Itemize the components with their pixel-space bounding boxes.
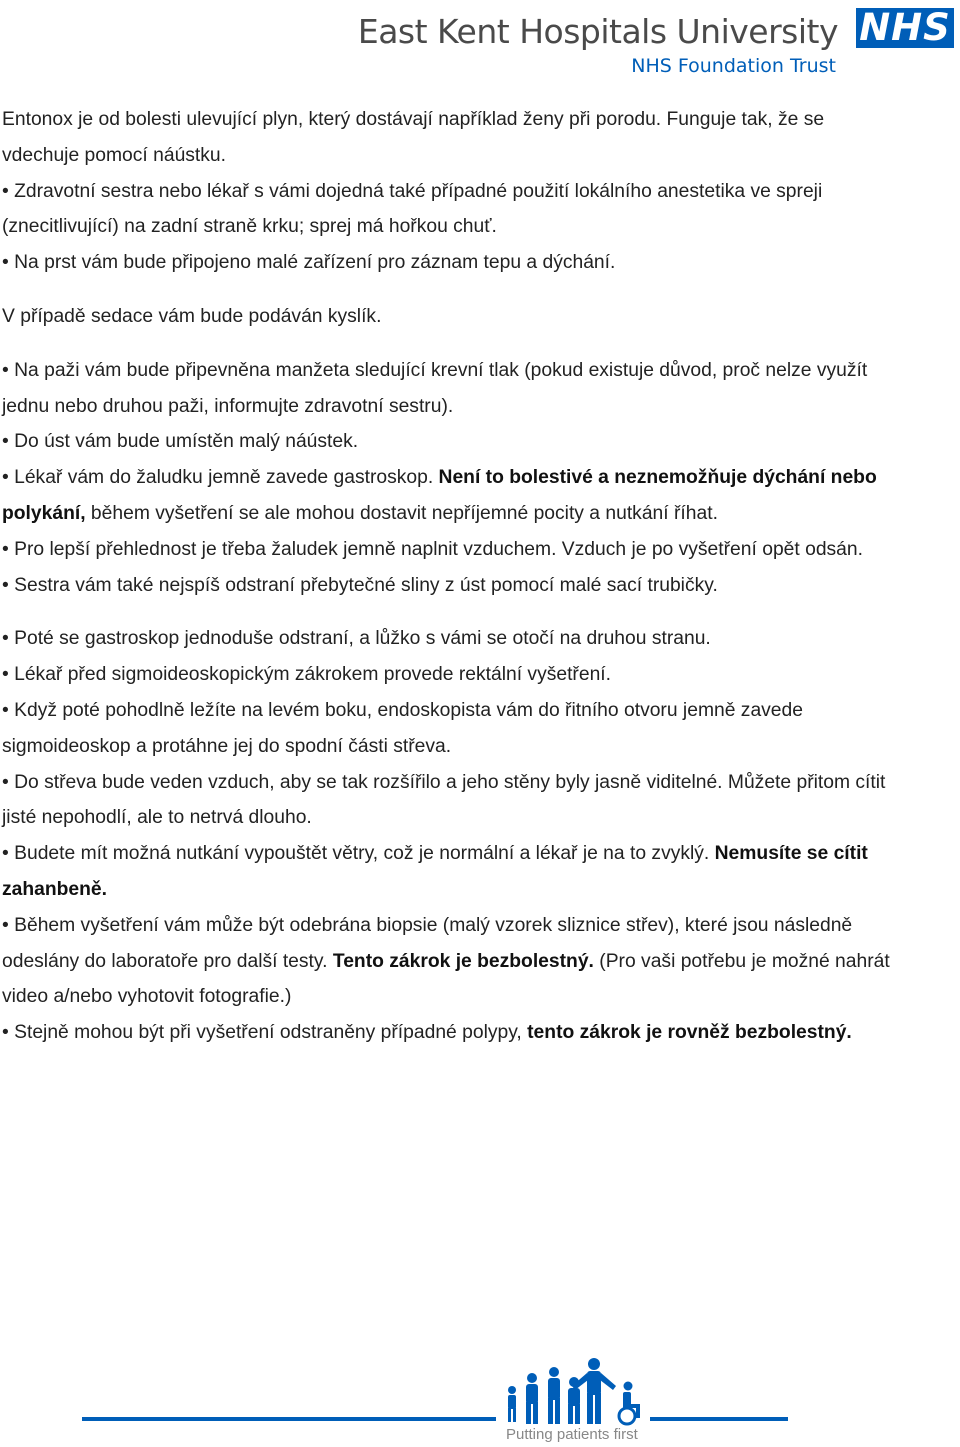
paragraph <box>2 174 902 246</box>
paragraph <box>2 621 902 657</box>
paragraph <box>2 102 902 174</box>
text-run: • Zdravotní sestra nebo lékař s vámi dojedná také případné použití lokálního anestetika ve spreji (znecitlivující) na zadní straně krku; sprej má hořkou chuť. <box>2 180 823 238</box>
text-run: Entonox je od bolesti ulevující plyn, který dostávají například ženy při porodu. Funguje tak, že se vdechuje pomocí náústku. <box>2 109 825 166</box>
paragraph <box>2 460 902 532</box>
organisation-subtitle: NHS Foundation Trust <box>631 55 836 77</box>
organisation-name: East Kent Hospitals University <box>357 12 838 51</box>
text-run: • Poté se gastroskop jednoduše odstraní, a lůžko s vámi se otočí na druhou stranu. <box>2 628 711 650</box>
paragraph <box>2 424 902 460</box>
paragraph <box>2 693 902 765</box>
text-run: • Budete mít možná nutkání vypouštět větry, což je normální a lékař je na to zvyklý. <box>2 843 715 865</box>
text-run: • Do úst vám bude umístěn malý náústek. <box>2 431 359 453</box>
people-figures-icon <box>500 1356 650 1426</box>
footer-rule-right <box>650 1417 788 1421</box>
nhs-logo: NHS <box>856 8 954 48</box>
paragraph <box>2 568 902 604</box>
text-run: (Pro vaši potřebu je možné nahrát video a/nebo vyhotovit fotografie.) <box>2 950 890 1008</box>
page-header <box>0 0 960 90</box>
paragraph <box>2 908 902 1015</box>
footer-rule-left <box>82 1417 496 1421</box>
paragraph <box>2 657 902 693</box>
paragraph <box>2 836 902 908</box>
text-run: • Lékař vám do žaludku jemně zavede gastroskop. <box>2 467 439 489</box>
text-run: během vyšetření se ale mohou dostavit nepříjemné pocity a nutkání říhat. <box>85 502 718 524</box>
text-run: • Na prst vám bude připojeno malé zařízení pro záznam tepu a dýchání. <box>2 252 616 274</box>
paragraph <box>2 532 902 568</box>
bold-text: tento zákrok je rovněž bezbolestný. <box>527 1022 852 1044</box>
bold-text: Tento zákrok je bezbolestný. <box>332 950 594 972</box>
text-run: • Pro lepší přehlednost je třeba žaludek jemně naplnit vzduchem. Vzduch je po vyšetření opět odsán. <box>2 538 863 560</box>
text-run: • Stejně mohou být při vyšetření odstraněny případné polypy, <box>2 1022 528 1044</box>
text-run: • Do střeva bude veden vzduch, aby se tak rozšířilo a jeho stěny byly jasně viditelné. Můžete přitom cítit jisté nepohodlí, ale to netrvá dlouho. <box>2 771 886 829</box>
text-run: • Když poté pohodlně ležíte na levém boku, endoskopista vám do řitního otvoru jemně zavede sigmoideoskop a protáhne jej do spodní části střeva. <box>2 699 803 757</box>
text-run: • Sestra vám také nejspíš odstraní přebytečné sliny z úst pomocí malé sací trubičky. <box>2 574 718 596</box>
document-body <box>2 102 902 1051</box>
paragraph <box>2 353 902 425</box>
paragraph <box>2 765 902 837</box>
paragraph <box>2 245 902 281</box>
text-run: V případě sedace vám bude podáván kyslík. <box>2 305 382 327</box>
page-footer <box>0 1350 960 1447</box>
paragraph <box>2 1015 902 1051</box>
text-run: • Během vyšetření vám může být odebrána biopsie (malý vzorek sliznice střev), které jsou následně odeslány do laboratoře pro další testy. <box>2 914 853 972</box>
footer-tagline: Putting patients first <box>506 1426 638 1443</box>
text-run: • Lékař před sigmoideoskopickým zákrokem provede rektální vyšetření. <box>2 664 612 686</box>
text-run: • Na paži vám bude připevněna manžeta sledující krevní tlak (pokud existuje důvod, proč nelze využít jednu nebo druhou paži, informujte zdravotní sestru). <box>2 359 868 417</box>
bold-text: Nemusíte se cítit zahanbeně. <box>2 843 868 900</box>
paragraph <box>2 299 902 335</box>
bold-text: Není to bolestivé a neznemožňuje dýchání nebo polykání, <box>2 467 877 524</box>
